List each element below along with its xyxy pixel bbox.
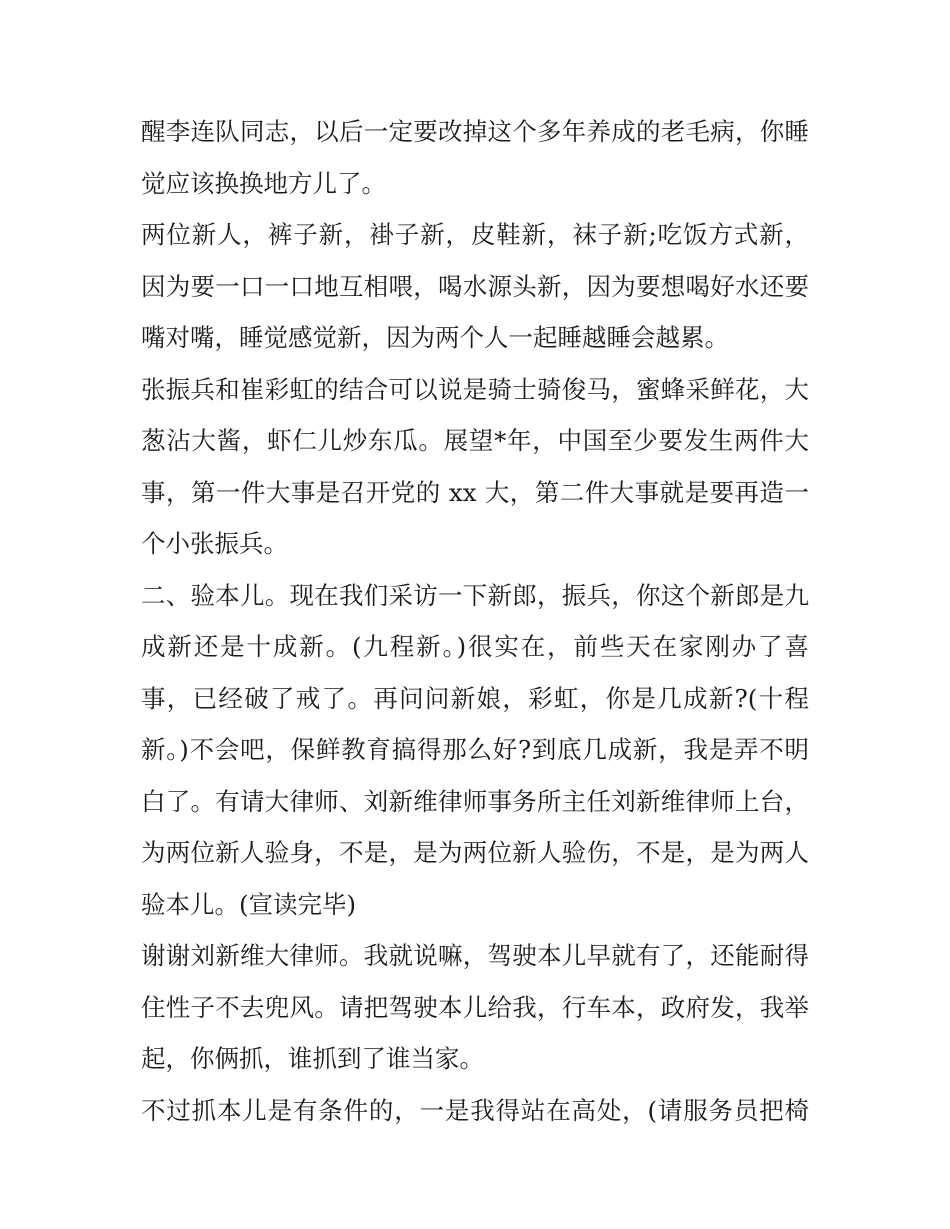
text-line: 事，已经破了戒了。再问问新娘，彩虹，你是几成新?(十程 bbox=[141, 683, 809, 713]
text-line: 张振兵和崔彩虹的结合可以说是骑士骑俊马，蜜蜂采鲜花，大 bbox=[141, 374, 809, 404]
text-line: 住性子不去兜风。请把驾驶本儿给我，行车本，政府发，我举 bbox=[141, 992, 809, 1022]
text-line: 为两位新人验身，不是，是为两位新人验伤，不是，是为两人 bbox=[141, 838, 809, 867]
text-line: 事，第一件大事是召开党的 xx 大，第二件大事就是要再造一 bbox=[141, 477, 809, 507]
text-line: 两位新人，裤子新，褂子新，皮鞋新，袜子新;吃饭方式新， bbox=[141, 220, 809, 249]
text-line: 成新还是十成新。(九程新。)很实在，前些天在家刚办了喜 bbox=[141, 632, 809, 661]
text-line: 醒李连队同志，以后一定要改掉这个多年养成的老毛病，你睡 bbox=[141, 117, 809, 146]
text-line: 起，你俩抓，谁抓到了谁当家。 bbox=[141, 1044, 484, 1073]
text-line: 嘴对嘴，睡觉感觉新，因为两个人一起睡越睡会越累。 bbox=[141, 323, 729, 352]
text-line: 白了。有请大律师、刘新维律师事务所主任刘新维律师上台， bbox=[141, 786, 809, 816]
document-body bbox=[141, 106, 821, 1136]
text-line: 二、验本儿。现在我们采访一下新郎，振兵，你这个新郎是九 bbox=[141, 580, 809, 610]
text-line: 谢谢刘新维大律师。我就说嘛，驾驶本儿早就有了，还能耐得 bbox=[141, 941, 809, 970]
text-line: 不过抓本儿是有条件的，一是我得站在高处，(请服务员把椅 bbox=[141, 1095, 809, 1125]
text-line: 个小张振兵。 bbox=[141, 529, 288, 558]
text-line: 觉应该换换地方儿了。 bbox=[141, 168, 386, 198]
text-line: 葱沾大酱，虾仁儿炒东瓜。展望*年，中国至少要发生两件大 bbox=[141, 426, 809, 455]
text-line: 新。)不会吧，保鲜教育搞得那么好?到底几成新，我是弄不明 bbox=[141, 735, 809, 764]
text-line: 验本儿。(宣读完毕) bbox=[141, 889, 357, 919]
text-line: 因为要一口一口地互相喂，喝水源头新，因为要想喝好水还要 bbox=[141, 271, 809, 301]
